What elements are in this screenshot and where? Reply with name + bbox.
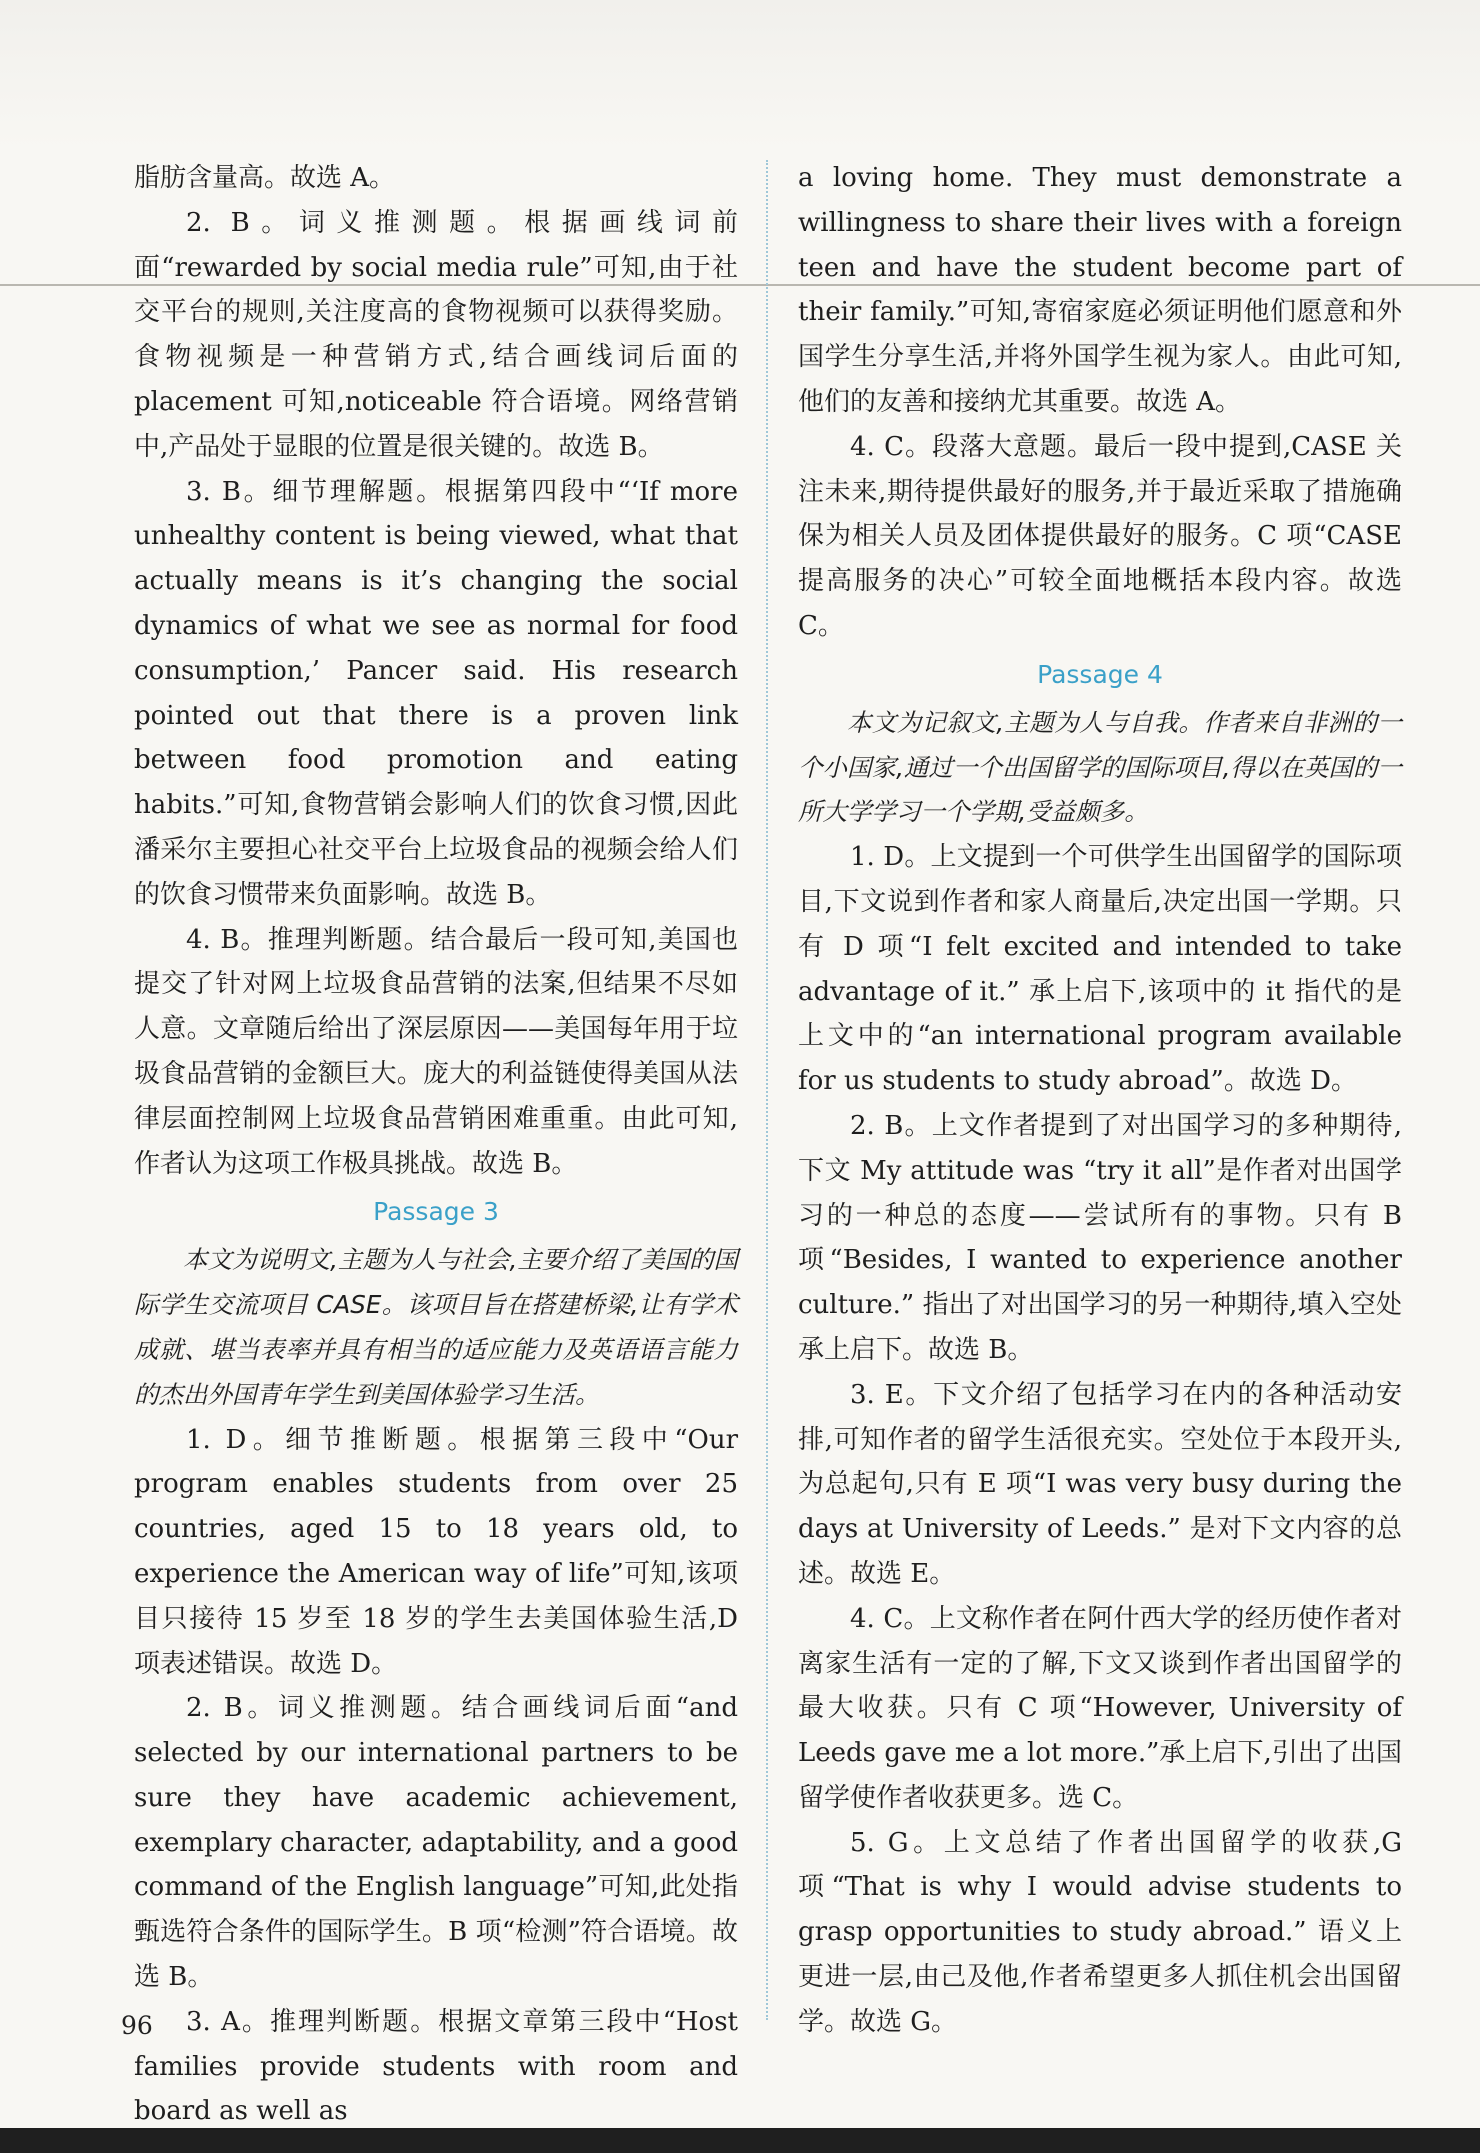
right-column (798, 156, 1402, 2045)
paragraph: 5. G。上文总结了作者出国留学的收获,G 项“That is why I would advise students to grasp opportunities to study abroad.” 语义上更进一层,由己及他,作者希望更多人抓住机会出国留学。故选 G。 (798, 1827, 1402, 2037)
paragraph: 脂肪含量高。故选 A。 (134, 163, 396, 193)
bottom-edge-bar (0, 2128, 1480, 2153)
paragraph: 2. B。词义推测题。根据画线词前面“rewarded by social media rule”可知,由于社交平台的规则,关注度高的食物视频可以获得奖励。食物视频是一种营销方式,结合画线词后面的 placement 可知,noticeable 符合语境。网络营销中,产品处于显眼的位置是很关键的。故选 B。 (134, 207, 738, 462)
left-column (134, 156, 738, 2134)
passage-intro: 本文为说明文,主题为人与社会,主要介绍了美国的国际学生交流项目 CASE。该项目旨在搭建桥梁,让有学术成就、堪当表率并具有相当的适应能力及英语语言能力的杰出外国青年学生到美国体验学习生活。 (134, 1245, 738, 1409)
top-shade (0, 0, 1480, 150)
paragraph: a loving home. They must demonstrate a willingness to share their lives with a foreign teen and have the student become part of their family.”可知,寄宿家庭必须证明他们愿意和外国学生分享生活,并将外国学生视为家人。由此可知,他们的友善和接纳尤其重要。故选 A。 (798, 163, 1402, 417)
paragraph: 1. D。上文提到一个可供学生出国留学的国际项目,下文说到作者和家人商量后,决定出国一学期。只有 D 项“I felt excited and intended to take advantage of it.” 承上启下,该项中的 it 指代的是上文中的“an international program available for us students to study abroad”。故选 D。 (798, 842, 1402, 1097)
paragraph: 1. D。细节推断题。根据第三段中“Our program enables students from over 25 countries, aged 15 to 18 years old, to experience the American way of life”可知,该项目只接待 15 岁至 18 岁的学生去美国体验生活,D 项表述错误。故选 D。 (134, 1424, 738, 1679)
paragraph: 2. B。词义推测题。结合画线词后面“and selected by our international partners to be sure they have academic achievement, exemplary character, adaptability, and a good command of the English language”可知,此处指甄选符合条件的国际学生。B 项“检测”符合语境。故选 B。 (134, 1693, 738, 1993)
column-divider (766, 160, 768, 2020)
passage-intro: 本文为记叙文,主题为人与自我。作者来自非洲的一个小国家,通过一个出国留学的国际项目,得以在英国的一所大学学习一个学期,受益颇多。 (798, 707, 1402, 827)
page-number: 96 (121, 2011, 153, 2040)
passage-heading: Passage 3 (373, 1197, 499, 1227)
paragraph: 4. C。段落大意题。最后一段中提到,CASE 关注未来,期待提供最好的服务,并于最近采取了措施确保为相关人员及团体提供最好的服务。C 项“CASE 提高服务的决心”可较全面地概括本段内容。故选 C。 (798, 431, 1402, 641)
paragraph: 3. A。推理判断题。根据文章第三段中“Host families provide students with room and board as well as (134, 2006, 738, 2127)
paragraph: 3. E。下文介绍了包括学习在内的各种活动安排,可知作者的留学生活很充实。空处位于本段开头,为总起句,只有 E 项“I was very busy during the days at University of Leeds.” 是对下文内容的总述。故选 E。 (798, 1379, 1402, 1589)
paragraph: 4. C。上文称作者在阿什西大学的经历使作者对离家生活有一定的了解,下文又谈到作者出国留学的最大收获。只有 C 项“However, University of Leeds gave me a lot more.”承上启下,引出了出国留学使作者收获更多。选 C。 (798, 1603, 1402, 1813)
passage-heading: Passage 4 (1037, 659, 1163, 689)
paragraph: 2. B。上文作者提到了对出国学习的多种期待,下文 My attitude was “try it all”是作者对出国学习的一种总的态度——尝试所有的事物。只有 B 项“Besides, I wanted to experience another culture.” 指出了对出国学习的另一种期待,填入空处承上启下。故选 B。 (798, 1110, 1402, 1365)
paragraph: 3. B。细节理解题。根据第四段中“‘If more unhealthy content is being viewed, what that actually means is it’s changing the social dynamics of what we see as normal for food consumption,’ Pancer said. His research pointed out that there is a proven link between food promotion and eating habits.”可知,食物营销会影响人们的饮食习惯,因此潘采尔主要担心社交平台上垃圾食品的视频会给人们的饮食习惯带来负面影响。故选 B。 (134, 476, 738, 910)
paragraph: 4. B。推理判断题。结合最后一段可知,美国也提交了针对网上垃圾食品营销的法案,但结果不尽如人意。文章随后给出了深层原因——美国每年用于垃圾食品营销的金额巨大。庞大的利益链使得美国从法律层面控制网上垃圾食品营销困难重重。由此可知,作者认为这项工作极具挑战。故选 B。 (134, 924, 738, 1179)
